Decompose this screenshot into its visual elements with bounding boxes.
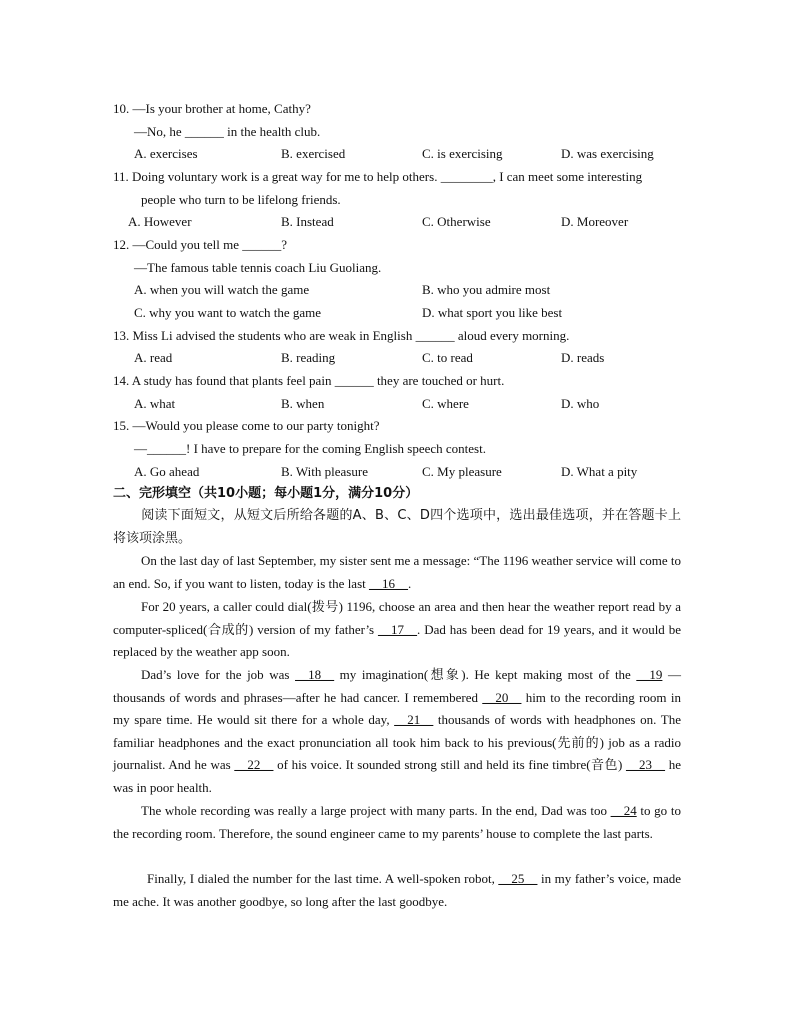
blank-22: __22__ (234, 757, 274, 773)
question-12-option-b: B. who you admire most (422, 282, 551, 297)
blank-16: __16__ (369, 575, 408, 591)
question-12-option-d: D. what sport you like best (422, 305, 563, 320)
blank-17: __17__ (378, 621, 418, 637)
passage-paragraph-3 (113, 664, 681, 800)
passage-text: For 20 years, a caller could dial(拨号) 1196, choose an area and then hear the weather report read by a computer-spliced(合成的) version of my father’s (113, 599, 681, 637)
question-15-line2: —______! I have to prepare for the coming English speech contest. (134, 441, 486, 456)
passage-text: to go to the recording room. Therefore, the sound engineer came to my parents’ house to complete the last parts. (113, 803, 681, 841)
question-10-option-a: A. exercises (134, 146, 198, 161)
question-12-option-c: C. why you want to watch the game (134, 305, 322, 320)
question-10-stem: 10. —Is your brother at home, Cathy? (113, 101, 311, 116)
question-10-option-c: C. is exercising (422, 146, 503, 161)
blank-21: __21__ (394, 712, 434, 728)
question-13-option-d: D. reads (561, 350, 605, 365)
passage-text: Dad’s love for the job was (141, 667, 296, 682)
instructions-text: 阅读下面短文，从短文后所给各题的A、B、C、D四个选项中，选出最佳选项，并在答题卡上将该项涂黑。 (113, 508, 681, 546)
blank-23: __23__ (626, 757, 666, 773)
question-14-option-b: B. when (281, 396, 325, 411)
question-10-option-b: B. exercised (281, 146, 346, 161)
blank-24: __24 (610, 803, 637, 818)
question-15-option-d: D. What a pity (561, 464, 638, 479)
passage-text: . (408, 575, 412, 591)
question-10-option-d: D. was exercising (561, 146, 654, 161)
question-11-option-b: B. Instead (281, 214, 334, 229)
question-14-option-c: C. where (422, 396, 469, 411)
passage-text: in my father’s voice, made me ache. It was another goodbye, so long after the last goodbye. (113, 871, 681, 909)
passage-text: thousands of words with headphones on. The familiar headphones and the exact pronunciation all took him back to his previous(先前的) job as a radio journalist. And he was (113, 712, 681, 773)
question-12-stem: 12. —Could you tell me ______? (113, 237, 288, 252)
passage-text: On the last day of last September, my sister sent me a message: “The 1196 weather service will come to an end. So, if you want to listen, today is the last (113, 553, 681, 591)
question-15-option-a: A. Go ahead (134, 464, 200, 479)
question-11-option-d: D. Moreover (561, 214, 629, 229)
passage-text: my imagination(想象). He kept making most of the (334, 667, 637, 682)
question-11-option-a: A. However (128, 214, 192, 229)
question-11-stem: 11. Doing voluntary work is a great way for me to help others. ________, I can meet some interesting (113, 169, 643, 184)
passage-paragraph-2 (113, 596, 681, 664)
passage-text: The whole recording was really a large project with many parts. In the end, Dad was too (141, 803, 611, 818)
question-13-option-a: A. read (134, 350, 173, 365)
question-15-option-c: C. My pleasure (422, 464, 502, 479)
question-14-option-d: D. who (561, 396, 600, 411)
question-14-option-a: A. what (134, 396, 176, 411)
passage-text: —thousands of words and phrases—after he had cancer. I remembered (113, 667, 681, 705)
blank-20: __20__ (482, 689, 522, 705)
question-10-line2: —No, he ______ in the health club. (134, 124, 321, 139)
question-12-line2: —The famous table tennis coach Liu Guoliang. (134, 260, 382, 275)
question-11-option-c: C. Otherwise (422, 214, 491, 229)
passage-text: Finally, I dialed the number for the last time. A well-spoken robot, (147, 871, 499, 886)
question-11-line2: people who turn to be lifelong friends. (141, 192, 341, 207)
section-heading: 二、完形填空（共10小题；每小题1分，满分10分） (113, 486, 419, 501)
passage-text: he was in poor health. (113, 757, 682, 795)
blank-18: __18__ (295, 667, 335, 682)
question-14-stem: 14. A study has found that plants feel pain ______ they are touched or hurt. (113, 373, 505, 388)
passage-paragraph-1 (113, 550, 681, 595)
question-13-option-c: C. to read (422, 350, 473, 365)
question-15-option-b: B. With pleasure (281, 464, 368, 479)
question-15-stem: 15. —Would you please come to our party tonight? (113, 418, 380, 433)
passage-paragraph-4 (113, 800, 681, 845)
passage-text: of his voice. It sounded strong still and held its fine timbre(音色) (273, 757, 627, 773)
section-instructions (113, 505, 681, 550)
question-13-option-b: B. reading (281, 350, 336, 365)
passage-text: . Dad has been dead for 19 years, and it would be replaced by the weather app soon. (113, 621, 681, 660)
blank-19: __19 (636, 667, 663, 682)
passage-paragraph-5 (113, 868, 681, 913)
blank-25: __25__ (498, 871, 538, 886)
question-13-stem: 13. Miss Li advised the students who are weak in English ______ aloud every morning. (113, 328, 570, 343)
passage-text: him to the recording room in my spare time. He would sit there for a whole day, (113, 689, 681, 728)
question-12-option-a: A. when you will watch the game (134, 282, 310, 297)
